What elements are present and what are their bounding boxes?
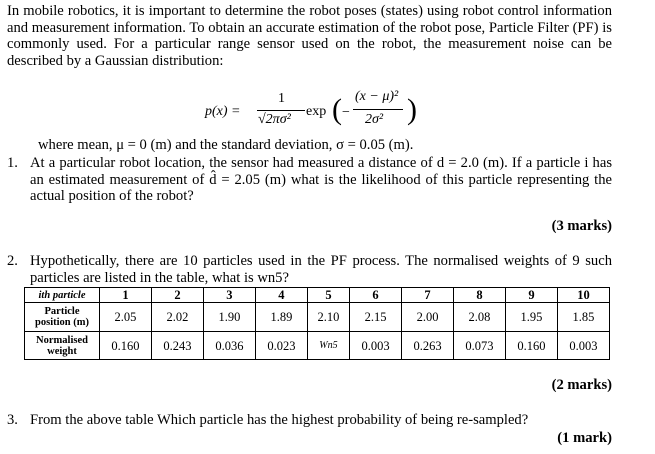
table-cell: 10 [557, 288, 609, 303]
table-cell: 0.036 [203, 332, 255, 360]
position-row [25, 303, 610, 332]
weight-row [25, 332, 610, 360]
fraction-bar [257, 110, 305, 111]
question-text: At a particular robot location, the sensor had measured a distance of d = 2.0 (m). If a particle i has an estimated measurement of d̂ = 2.05 (m) what is the likelihood of this particle representing the actual position of the robot? [30, 155, 612, 204]
question-1-marks: (3 marks) [551, 218, 612, 234]
table-cell: 2 [151, 288, 203, 303]
formula-lhs: p(x) = [205, 104, 241, 119]
question-2 [7, 253, 612, 287]
close-paren: ) [407, 93, 417, 126]
question-3 [7, 412, 612, 429]
row-label: Normalised weight [25, 332, 100, 360]
table-cell: 0.263 [402, 332, 454, 360]
formula-exp: exp [306, 104, 327, 119]
table-cell: 4 [255, 288, 307, 303]
question-1 [7, 155, 612, 215]
table-cell: 2.02 [151, 303, 203, 332]
table-cell: 9 [505, 288, 557, 303]
table-cell: 1 [100, 288, 152, 303]
question-number: 2. [7, 253, 18, 269]
question-2-marks: (2 marks) [551, 377, 612, 393]
table-cell: 2.08 [453, 303, 505, 332]
gaussian-formula [205, 89, 445, 134]
table-cell: 2.05 [100, 303, 152, 332]
table-cell: 6 [350, 288, 402, 303]
formula-numerator: 1 [278, 91, 285, 106]
row-label: Particle position (m) [25, 303, 100, 332]
intro-paragraph: In mobile robotics, it is important to determine the robot poses (states) using robot control information and measurement information. To obtain an accurate estimation of the robot pose, Particle Filter (PF) is commonly used. For a particular range sensor used on the robot, the measurement noise can be described by a Gaussian distribution: [7, 3, 612, 69]
table-cell: 2.15 [350, 303, 402, 332]
table-cell: 0.023 [255, 332, 307, 360]
row-label: ith particle [25, 288, 100, 303]
question-number: 3. [7, 412, 18, 428]
particle-table [24, 287, 610, 360]
table-cell: 2.00 [402, 303, 454, 332]
table-cell: 8 [453, 288, 505, 303]
table-cell: 0.160 [505, 332, 557, 360]
table-cell: Wn5 [307, 332, 349, 360]
open-paren: ( [332, 93, 342, 126]
exp-fraction-bar [353, 109, 403, 110]
where-line: where mean, μ = 0 (m) and the standard deviation, σ = 0.05 (m). [38, 137, 414, 153]
table-cell: 0.003 [557, 332, 609, 360]
question-number: 1. [7, 155, 18, 171]
particle-index-row [25, 288, 610, 303]
table-cell: 2.10 [307, 303, 349, 332]
table-cell: 1.89 [255, 303, 307, 332]
table-cell: 3 [203, 288, 255, 303]
table-cell: 0.073 [453, 332, 505, 360]
table-cell: 0.160 [100, 332, 152, 360]
table-cell: 1.85 [557, 303, 609, 332]
question-text: From the above table Which particle has the highest probability of being re-sampled? [30, 412, 529, 428]
question-3-marks: (1 mark) [557, 430, 612, 446]
exp-denominator: 2σ² [365, 112, 384, 127]
table-cell: 7 [402, 288, 454, 303]
table-cell: 0.243 [151, 332, 203, 360]
table-cell: 1.90 [203, 303, 255, 332]
minus-sign: − [342, 105, 350, 120]
exp-numerator: (x − μ)² [355, 89, 399, 104]
table-cell: 0.003 [350, 332, 402, 360]
table-cell: 1.95 [505, 303, 557, 332]
question-text: Hypothetically, there are 10 particles used in the PF process. The normalised weights of 9 such particles are listed in the table, what is wn5? [30, 253, 612, 286]
formula-denominator: √2πσ² [258, 112, 291, 127]
table-cell: 5 [307, 288, 349, 303]
